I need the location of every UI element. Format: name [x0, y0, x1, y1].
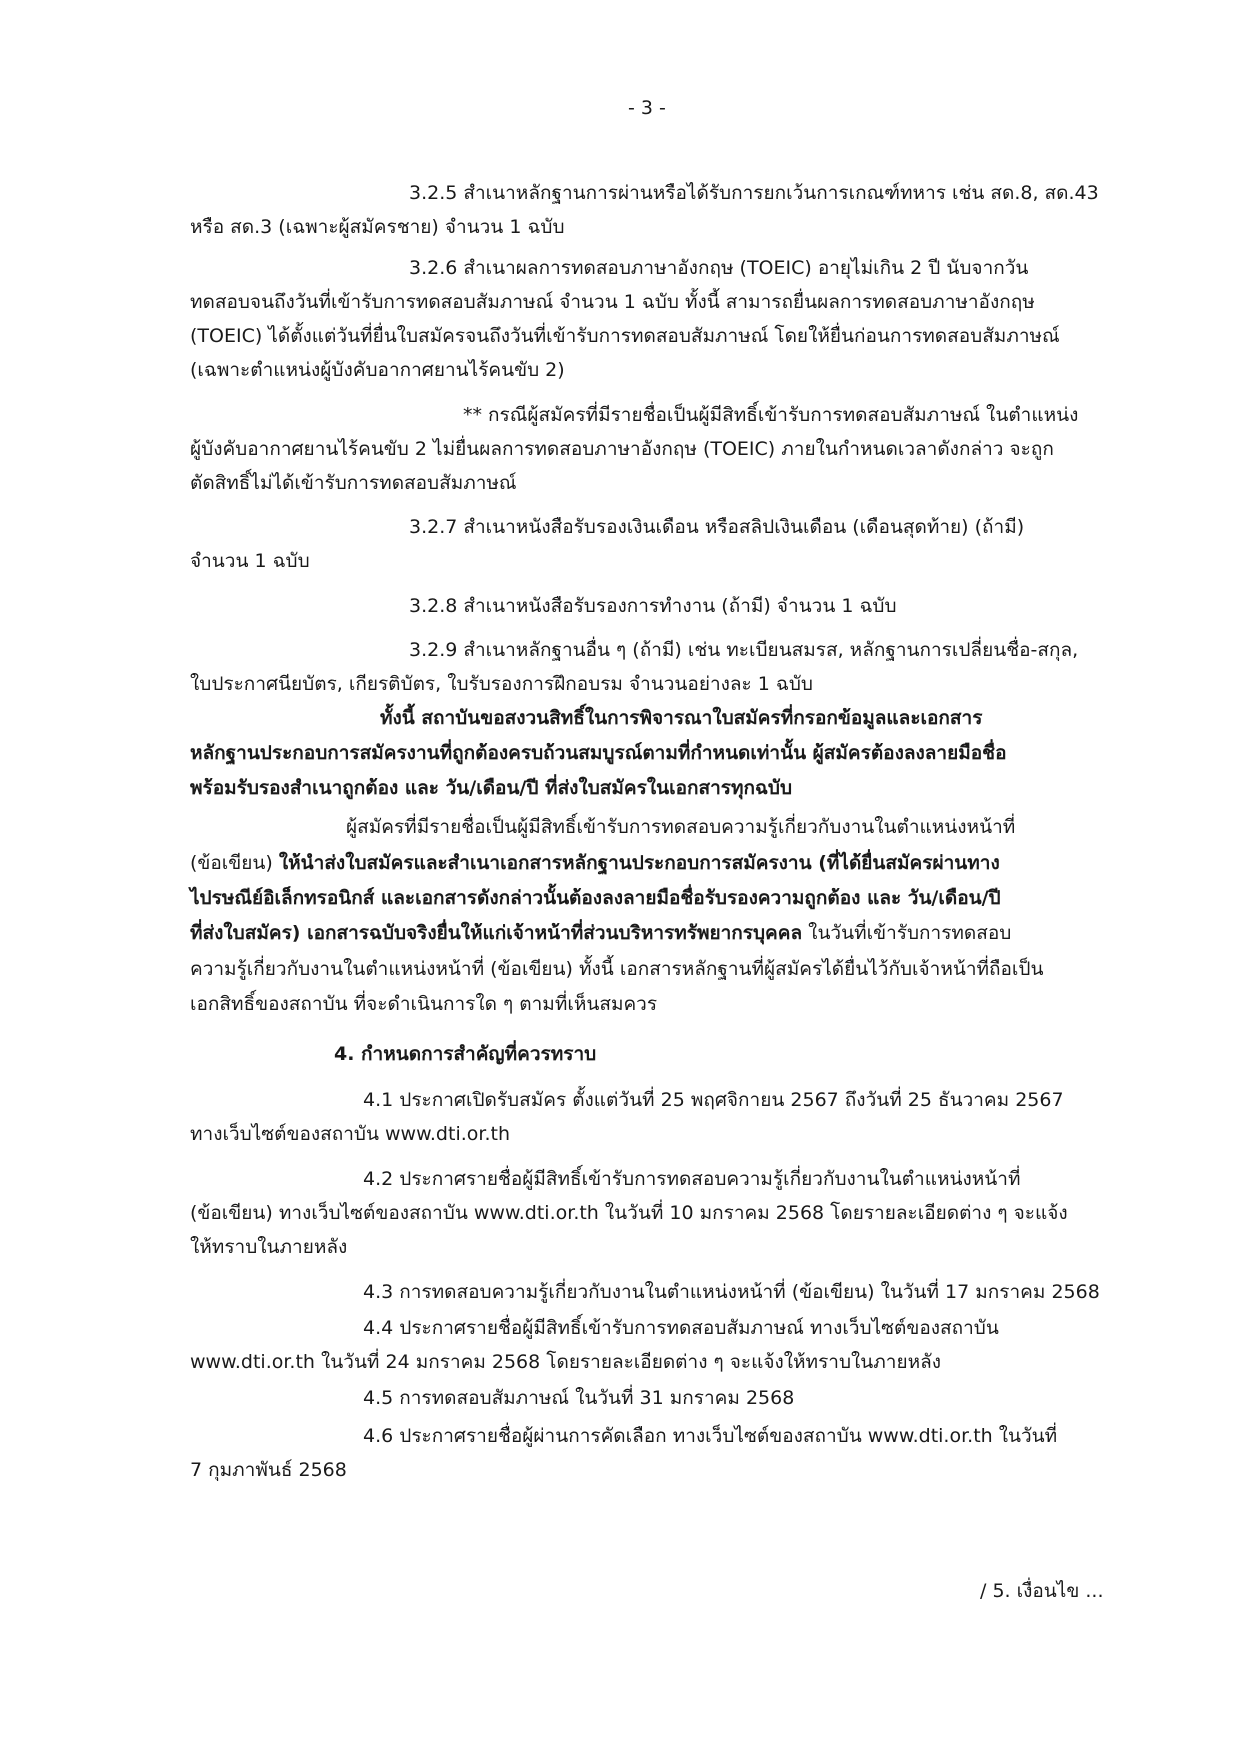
item-4-2-line-2: (ข้อเขียน) ทางเว็บไซต์ของสถาบัน www.dti.or.th ในวันที่ 10 มกราคม 2568 โดยรายละเอียดต่าง ๆ จะแจ้ง [190, 1202, 1068, 1224]
item-3-2-5-line-2: หรือ สด.3 (เฉพาะผู้สมัครชาย) จำนวน 1 ฉบับ [190, 216, 565, 238]
item-4-5-line-1: 4.5 การทดสอบสัมภาษณ์ ในวันที่ 31 มกราคม 2568 [363, 1387, 795, 1409]
reservation-line-3: พร้อมรับรองสำเนาถูกต้อง และ วัน/เดือน/ปี ที่ส่งใบสมัครในเอกสารทุกฉบับ [190, 777, 793, 799]
item-3-2-5-line-1: 3.2.5 สำเนาหลักฐานการผ่านหรือได้รับการยกเว้นการเกณฑ์ทหาร เช่น สด.8, สด.43 [409, 182, 1099, 204]
item-4-2-line-1: 4.2 ประกาศรายชื่อผู้มีสิทธิ์เข้ารับการทดสอบความรู้เกี่ยวกับงานในตำแหน่งหน้าที่ [363, 1168, 1021, 1190]
item-4-3-line-1: 4.3 การทดสอบความรู้เกี่ยวกับงานในตำแหน่งหน้าที่ (ข้อเขียน) ในวันที่ 17 มกราคม 2568 [363, 1281, 1100, 1303]
item-4-1-line-1: 4.1 ประกาศเปิดรับสมัคร ตั้งแต่วันที่ 25 พฤศจิกายน 2567 ถึงวันที่ 25 ธันวาคม 2567 [363, 1089, 1064, 1111]
item-4-2-line-3: ให้ทราบในภายหลัง [190, 1236, 348, 1258]
submission-line-6: เอกสิทธิ์ของสถาบัน ที่จะดำเนินการใด ๆ ตามที่เห็นสมควร [190, 993, 658, 1015]
item-3-2-9-line-2: ใบประกาศนียบัตร, เกียรติบัตร, ใบรับรองการฝึกอบรม จำนวนอย่างละ 1 ฉบับ [190, 673, 813, 695]
item-4-4-line-2: www.dti.or.th ในวันที่ 24 มกราคม 2568 โดยรายละเอียดต่าง ๆ จะแจ้งให้ทราบในภายหลัง [190, 1351, 942, 1373]
item-4-6-line-1: 4.6 ประกาศรายชื่อผู้ผ่านการคัดเลือก ทางเว็บไซต์ของสถาบัน www.dti.or.th ในวันที่ [363, 1425, 1058, 1447]
item-3-2-7-line-2: จำนวน 1 ฉบับ [190, 550, 310, 572]
item-3-2-6-line-3: (TOEIC) ได้ตั้งแต่วันที่ยื่นใบสมัครจนถึงวันที่เข้ารับการทดสอบสัมภาษณ์ โดยให้ยื่นก่อนการทดสอบสัมภาษณ์ [190, 325, 1060, 347]
reservation-line-1: ทั้งนี้ สถาบันขอสงวนสิทธิ์ในการพิจารณาใบสมัครที่กรอกข้อมูลและเอกสาร [380, 707, 983, 729]
item-3-2-6-line-1: 3.2.6 สำเนาผลการทดสอบภาษาอังกฤษ (TOEIC) อายุไม่เกิน 2 ปี นับจากวัน [409, 257, 1029, 279]
item-3-2-9-line-1: 3.2.9 สำเนาหลักฐานอื่น ๆ (ถ้ามี) เช่น ทะเบียนสมรส, หลักฐานการเปลี่ยนชื่อ-สกุล, [409, 639, 1079, 661]
submission-line-3: ไปรษณีย์อิเล็กทรอนิกส์ และเอกสารดังกล่าวนั้นต้องลงลายมือชื่อรับรองความถูกต้อง และ วัน/เดือน/ปี [190, 887, 1001, 909]
item-4-6-line-2: 7 กุมภาพันธ์ 2568 [190, 1459, 347, 1481]
submission-line-1: ผู้สมัครที่มีรายชื่อเป็นผู้มีสิทธิ์เข้ารับการทดสอบความรู้เกี่ยวกับงานในตำแหน่งหน้าที่ [346, 816, 1016, 838]
submission-line-4-bold: ที่ส่งใบสมัคร) เอกสารฉบับจริงยื่นให้แก่เจ้าหน้าที่ส่วนบริหารทรัพยากรบุคคล [190, 922, 803, 944]
section-4-heading: 4. กำหนดการสำคัญที่ควรทราบ [334, 1043, 597, 1065]
submission-line-5: ความรู้เกี่ยวกับงานในตำแหน่งหน้าที่ (ข้อเขียน) ทั้งนี้ เอกสารหลักฐานที่ผู้สมัครได้ยื่นไว้กับเจ้าหน้าที่ถือเป็น [190, 958, 1044, 980]
item-3-2-6-line-4: (เฉพาะตำแหน่งผู้บังคับอากาศยานไร้คนขับ 2) [190, 359, 565, 381]
item-3-2-8-line-1: 3.2.8 สำเนาหนังสือรับรองการทำงาน (ถ้ามี) จำนวน 1 ฉบับ [409, 595, 897, 617]
item-4-4-line-1: 4.4 ประกาศรายชื่อผู้มีสิทธิ์เข้ารับการทดสอบสัมภาษณ์ ทางเว็บไซต์ของสถาบัน [363, 1317, 999, 1339]
reservation-line-2: หลักฐานประกอบการสมัครงานที่ถูกต้องครบถ้วนสมบูรณ์ตามที่กำหนดเท่านั้น ผู้สมัครต้องลงลายมือชื่อ [190, 742, 1007, 764]
item-4-1-line-2: ทางเว็บไซต์ของสถาบัน www.dti.or.th [190, 1123, 510, 1145]
submission-line-2-bold: ให้นำส่งใบสมัครและสำเนาเอกสารหลักฐานประกอบการสมัครงาน (ที่ได้ยื่นสมัครผ่านทาง [278, 852, 1000, 874]
note-line-1: ** กรณีผู้สมัครที่มีรายชื่อเป็นผู้มีสิทธิ์เข้ารับการทดสอบสัมภาษณ์ ในตำแหน่ง [463, 404, 1079, 426]
submission-line-4-normal: ในวันที่เข้ารับการทดสอบ [802, 922, 1012, 944]
submission-line-2 [190, 850, 1000, 876]
item-3-2-7-line-1: 3.2.7 สำเนาหนังสือรับรองเงินเดือน หรือสลิปเงินเดือน (เดือนสุดท้าย) (ถ้ามี) [409, 516, 1025, 538]
page-number: - 3 - [628, 97, 666, 119]
note-line-3: ตัดสิทธิ์ไม่ได้เข้ารับการทดสอบสัมภาษณ์ [190, 472, 517, 494]
item-3-2-6-line-2: ทดสอบจนถึงวันที่เข้ารับการทดสอบสัมภาษณ์ จำนวน 1 ฉบับ ทั้งนี้ สามารถยื่นผลการทดสอบภาษาอังกฤษ [190, 291, 1035, 313]
continuation-note: / 5. เงื่อนไข ... [980, 1580, 1104, 1602]
note-line-2: ผู้บังคับอากาศยานไร้คนขับ 2 ไม่ยื่นผลการทดสอบภาษาอังกฤษ (TOEIC) ภายในกำหนดเวลาดังกล่าว จะถูก [190, 438, 1054, 460]
submission-line-2-normal: (ข้อเขียน) [190, 852, 279, 874]
submission-line-4 [190, 920, 1011, 946]
